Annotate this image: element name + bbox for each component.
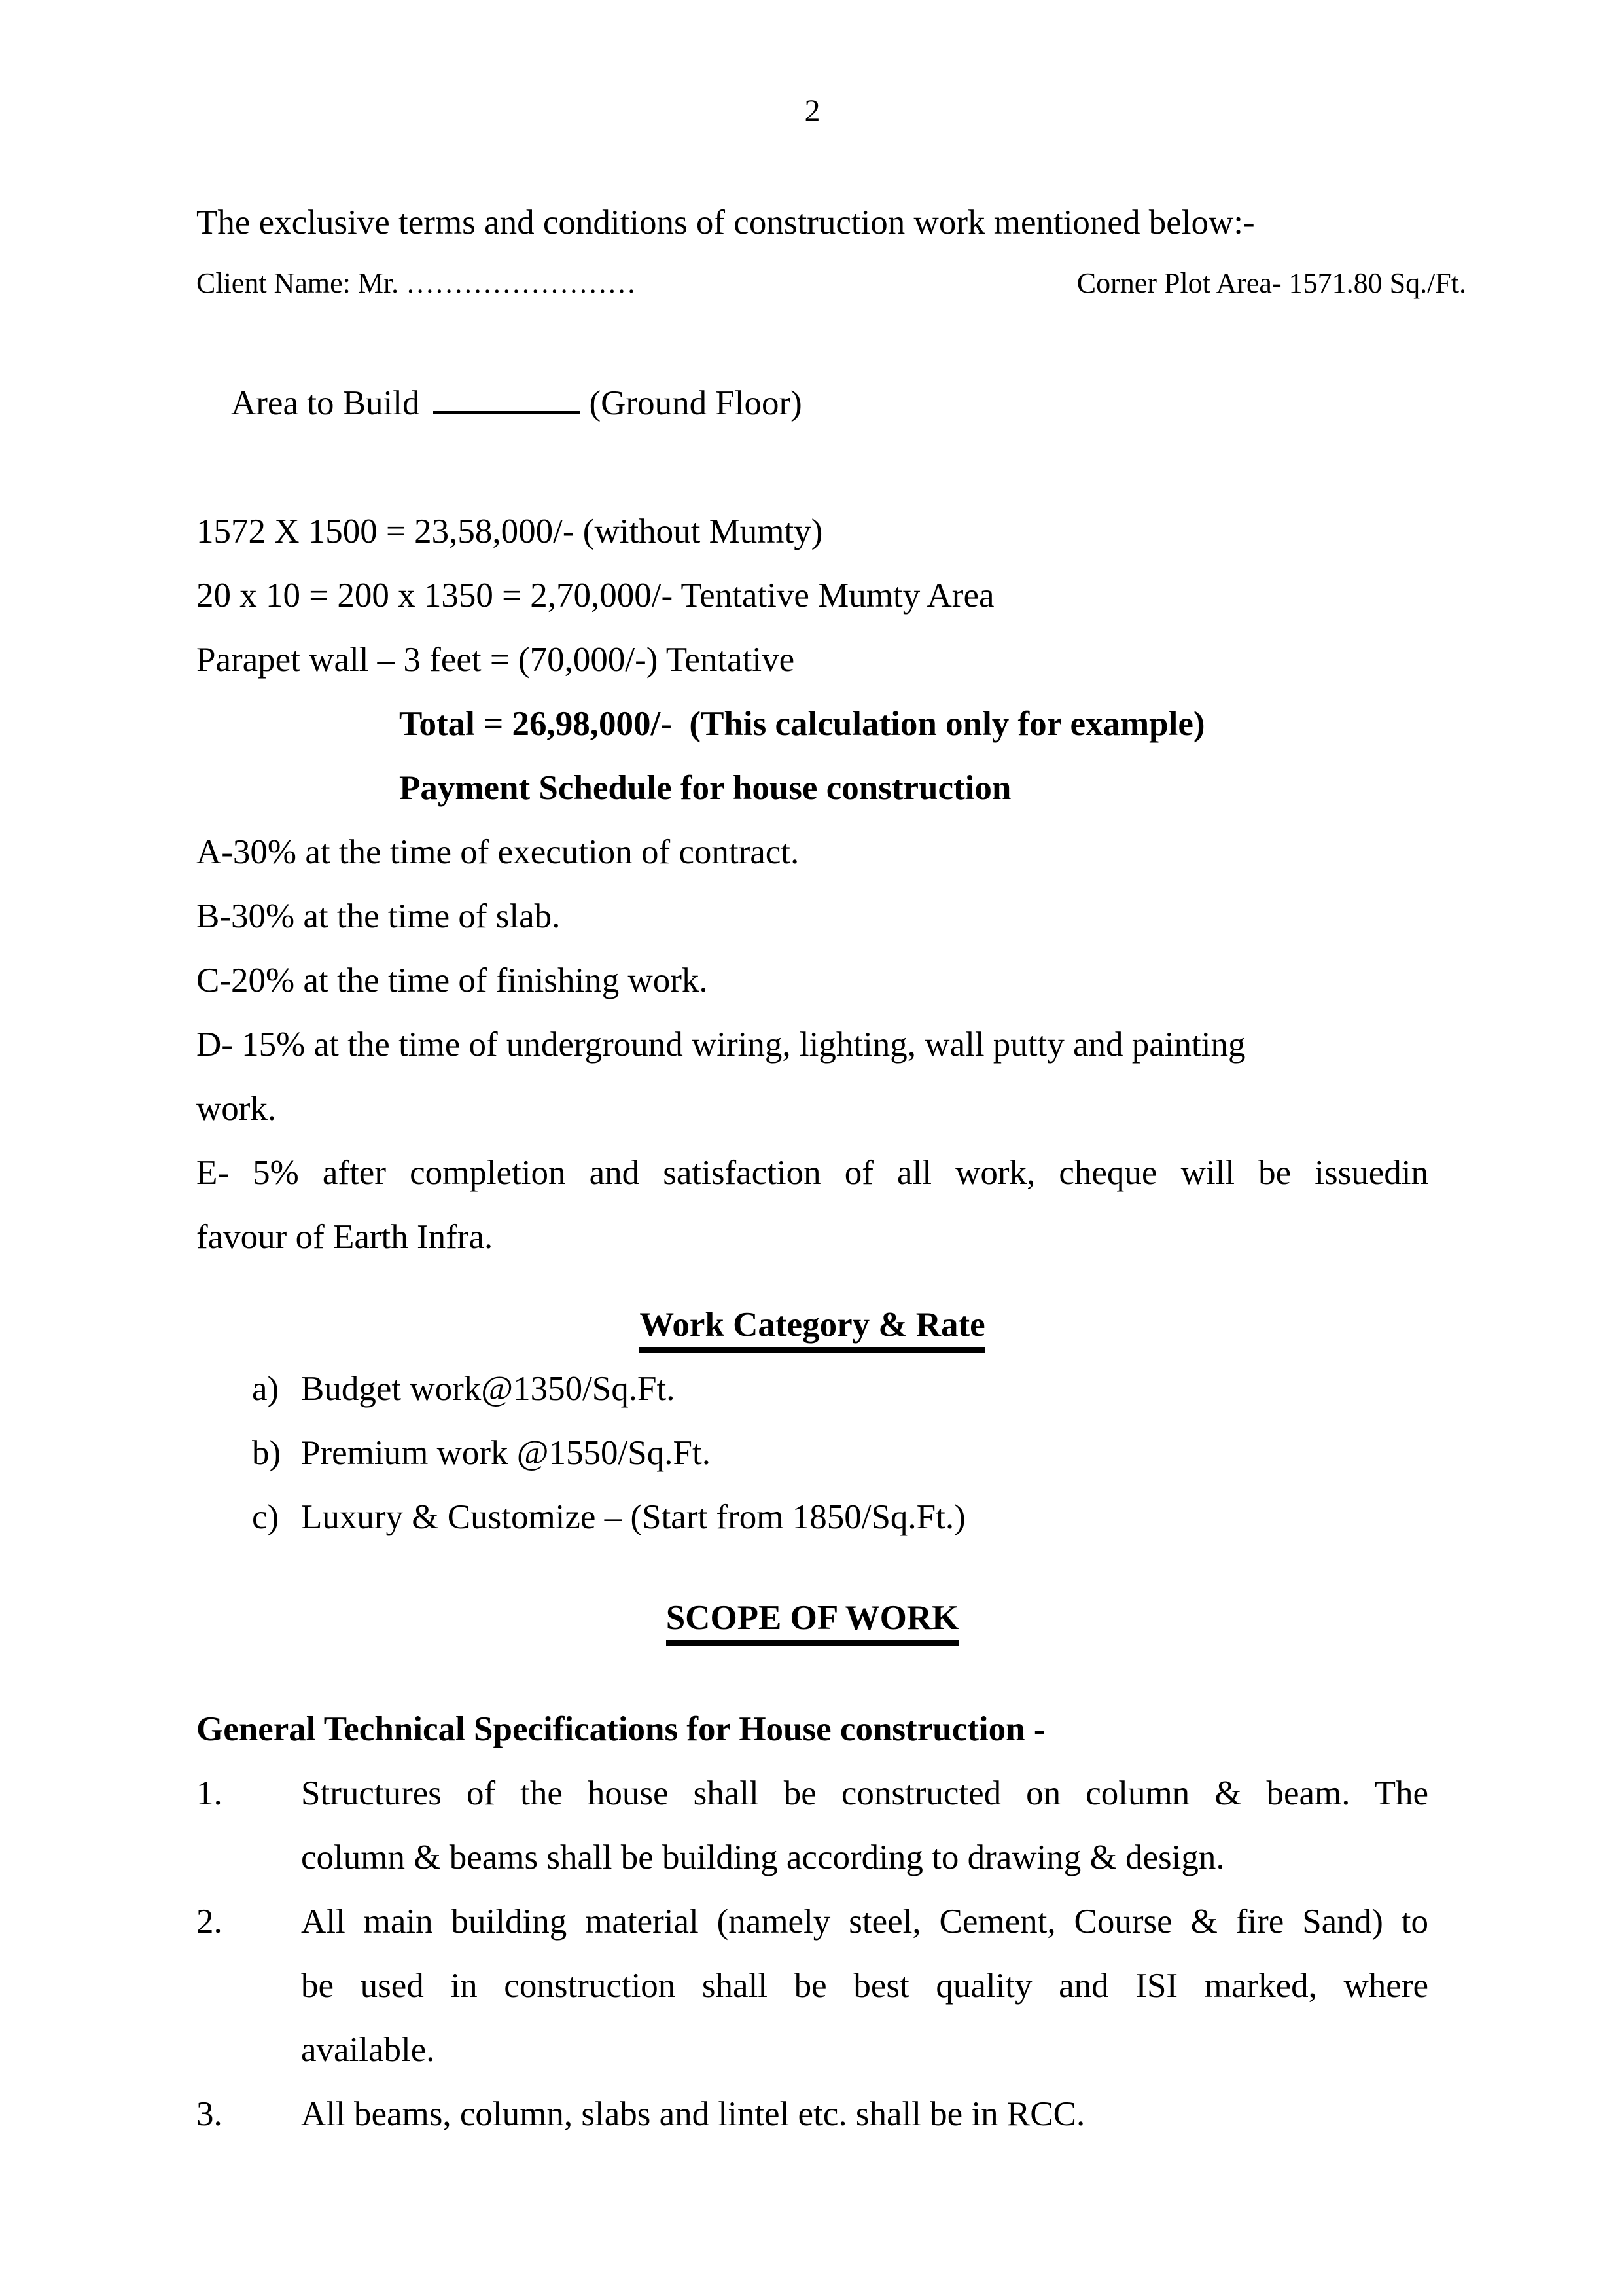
payment-item-a: A-30% at the time of execution of contract. — [196, 833, 800, 871]
work-category-heading: Work Category & Rate — [639, 1306, 985, 1353]
payment-item-e-line1: E- 5% after completion and satisfaction of all work, cheque will be issuedin — [196, 1154, 1428, 1192]
spec-line: column & beams shall be building according to drawing & design. — [301, 1839, 1225, 1876]
list-text: Luxury & Customize – (Start from 1850/Sq.Ft.) — [301, 1498, 966, 1536]
spec-item-1 — [196, 1761, 1428, 1890]
spec-item-number: 2. — [196, 1903, 222, 1941]
plot-area-label: Corner Plot Area- 1571.80 Sq./Ft. — [1076, 267, 1466, 299]
spec-item-number: 3. — [196, 2095, 222, 2133]
calc-line-1: 1572 X 1500 = 23,58,000/- (without Mumty) — [196, 512, 823, 550]
calc-line-3: Parapet wall – 3 feet = (70,000/-) Tentative — [196, 641, 795, 679]
spec-line: All main building material (namely steel, Cement, Course & fire Sand) to — [301, 1903, 1428, 1941]
area-to-build-line — [196, 307, 1428, 499]
scope-of-work-heading: SCOPE OF WORK — [666, 1599, 959, 1646]
spec-item-text — [301, 1761, 1428, 1890]
payment-item-d-line2: work. — [196, 1090, 277, 1128]
intro-line: The exclusive terms and conditions of construction work mentioned below:- — [196, 204, 1255, 242]
payment-item-b: B-30% at the time of slab. — [196, 897, 561, 935]
spec-item-text — [301, 1890, 1428, 2082]
spec-item-2 — [196, 1890, 1428, 2082]
area-to-build-label: Area to Build — [231, 384, 420, 422]
list-marker: a) — [252, 1370, 279, 1408]
list-marker: c) — [252, 1498, 279, 1536]
scope-of-work-heading-row — [196, 1586, 1428, 1650]
spec-line: Structures of the house shall be constructed on column & beam. The — [301, 1774, 1428, 1812]
spec-line: available. — [301, 2031, 435, 2069]
spec-item-text — [301, 2082, 1428, 2146]
work-category-item-b — [196, 1421, 1428, 1485]
calc-line-2: 20 x 10 = 200 x 1350 = 2,70,000/- Tentative Mumty Area — [196, 577, 995, 615]
client-name-label: Client Name: Mr. …………………… — [196, 267, 637, 299]
payment-schedule-heading: Payment Schedule for house construction — [399, 769, 1012, 807]
work-category-item-a — [196, 1357, 1428, 1421]
total-line: Total = 26,98,000/- (This calculation only for example) — [399, 705, 1205, 743]
spec-line: All beams, column, slabs and lintel etc. shall be in RCC. — [301, 2095, 1086, 2133]
list-text: Premium work @1550/Sq.Ft. — [301, 1434, 711, 1472]
payment-item-e-line2: favour of Earth Infra. — [196, 1218, 493, 1256]
payment-item-d-line1: D- 15% at the time of underground wiring, lighting, wall putty and painting — [196, 1026, 1246, 1064]
blank-underline — [433, 404, 580, 414]
ground-floor-label: (Ground Floor) — [589, 384, 802, 422]
list-text: Budget work@1350/Sq.Ft. — [301, 1370, 675, 1408]
spec-item-3 — [196, 2082, 1428, 2146]
general-specs-heading: General Technical Specifications for House construction - — [196, 1710, 1046, 1748]
work-category-heading-row — [196, 1293, 1428, 1357]
page-number: 2 — [804, 94, 821, 128]
payment-item-c: C-20% at the time of finishing work. — [196, 961, 708, 999]
client-row — [196, 264, 1466, 303]
work-category-item-c — [196, 1485, 1428, 1549]
list-marker: b) — [252, 1434, 281, 1472]
spec-item-number: 1. — [196, 1774, 222, 1812]
spec-line: be used in construction shall be best quality and ISI marked, where — [301, 1967, 1428, 2005]
